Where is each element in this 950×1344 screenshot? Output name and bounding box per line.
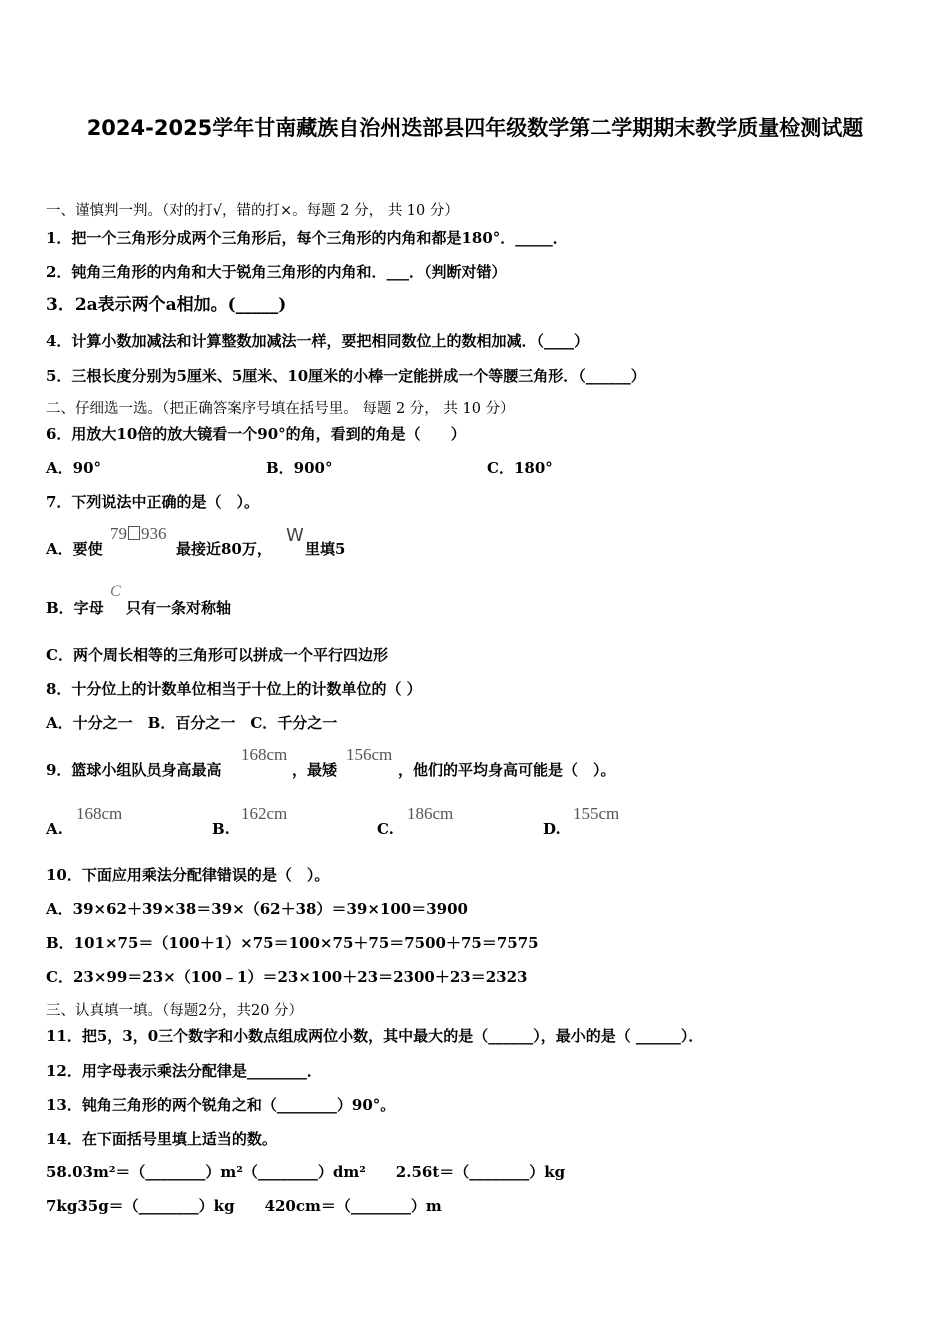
- question-7-option-b-suffix: 只有一条对称轴: [126, 599, 232, 617]
- question-9-min-height: 156cm: [346, 745, 393, 764]
- question-3: 3．2a表示两个a相加。(_____): [46, 295, 287, 315]
- question-9-option-d-value: 155cm: [573, 804, 620, 823]
- question-6-option-b: B．900°: [266, 459, 333, 477]
- question-9-option-a-label: A.: [46, 820, 63, 838]
- question-9-middle: ，最矮: [292, 761, 338, 779]
- question-7-option-c: C．两个周长相等的三角形可以拼成一个平行四边形: [46, 646, 388, 664]
- question-13: 13．钝角三角形的两个锐角之和（________）90°。: [46, 1096, 396, 1114]
- question-8-options: A．十分之一 B．百分之一 C．千分之一: [46, 714, 338, 732]
- question-14-row-2: 7kg35g＝（________）kg 420cm＝（________）m: [46, 1197, 442, 1215]
- page-title: 2024-2025学年甘南藏族自治州迭部县四年级数学第二学期期末教学质量检测试题: [86, 116, 864, 140]
- question-10-option-a: A．39×62＋39×38＝39×（62＋38）＝39×100＝3900: [46, 900, 468, 918]
- question-9-option-c-label: C.: [377, 820, 394, 838]
- question-9-prefix: 9．篮球小组队员身高最高: [46, 761, 222, 779]
- question-9-option-c-value: 186cm: [407, 804, 454, 823]
- question-6: 6．用放大10倍的放大镜看一个90°的角，看到的角是（ ）: [46, 425, 466, 443]
- question-14-row-1: 58.03m²＝（________）m²（________）dm² 2.56t＝（________）kg: [46, 1163, 566, 1181]
- question-7-number-image: [110, 524, 167, 544]
- question-8: 8．十分位上的计数单位相当于十位上的计数单位的（ ）: [46, 680, 422, 698]
- question-7-w-symbol: W: [286, 525, 304, 546]
- question-4: 4．计算小数加减法和计算整数加减法一样，要把相同数位上的数相加减．（____）: [46, 332, 589, 350]
- question-10-option-b: B．101×75＝（100＋1）×75＝100×75＋75＝7500＋75＝7575: [46, 934, 539, 952]
- section-2-heading: 二、仔细选一选。（把正确答案序号填在括号里。 每题 2 分， 共 10 分）: [46, 401, 515, 417]
- number-right-digits: 936: [141, 524, 167, 543]
- section-1-heading: 一、谨慎判一判。（对的打√，错的打×。每题 2 分， 共 10 分）: [46, 203, 459, 219]
- question-7-option-a-middle: 最接近80万，: [176, 540, 272, 558]
- question-7-letter-c: C: [110, 583, 121, 600]
- question-9-suffix: ，他们的平均身高可能是（ ）。: [398, 761, 616, 779]
- question-7: 7．下列说法中正确的是（ ）。: [46, 493, 259, 511]
- question-10: 10．下面应用乘法分配律错误的是（ ）。: [46, 866, 330, 884]
- question-1: 1．把一个三角形分成两个三角形后，每个三角形的内角和都是180°．_____．: [46, 229, 568, 247]
- question-12: 12．用字母表示乘法分配律是________．: [46, 1062, 322, 1080]
- number-left-digits: 79: [110, 524, 127, 543]
- question-9-max-height: 168cm: [241, 745, 288, 764]
- question-9-option-d-label: D.: [543, 820, 561, 838]
- section-3-heading: 三、认真填一填。（每题2分，共20 分）: [46, 1003, 304, 1019]
- question-6-option-a: A．90°: [46, 459, 102, 477]
- blank-box: [128, 526, 140, 540]
- question-11: 11．把5，3，0三个数字和小数点组成两位小数，其中最大的是（______），最小的是（ ______）．: [46, 1027, 704, 1045]
- question-7-option-a-prefix: A．要使: [46, 540, 103, 558]
- question-9-option-a-value: 168cm: [76, 804, 123, 823]
- question-10-option-c: C．23×99＝23×（100﹣1）＝23×100＋23＝2300＋23＝2323: [46, 968, 528, 986]
- question-7-option-a-suffix: 里填5: [305, 540, 346, 558]
- question-5: 5．三根长度分别为5厘米、5厘米、10厘米的小棒一定能拼成一个等腰三角形．（______）: [46, 367, 646, 385]
- question-6-option-c: C．180°: [487, 459, 553, 477]
- question-14: 14．在下面括号里填上适当的数。: [46, 1130, 277, 1148]
- question-9-option-b-value: 162cm: [241, 804, 288, 823]
- question-2: 2．钝角三角形的内角和大于锐角三角形的内角和．___．（判断对错）: [46, 263, 507, 281]
- question-7-option-b-prefix: B．字母: [46, 599, 104, 617]
- question-9-option-b-label: B.: [212, 820, 230, 838]
